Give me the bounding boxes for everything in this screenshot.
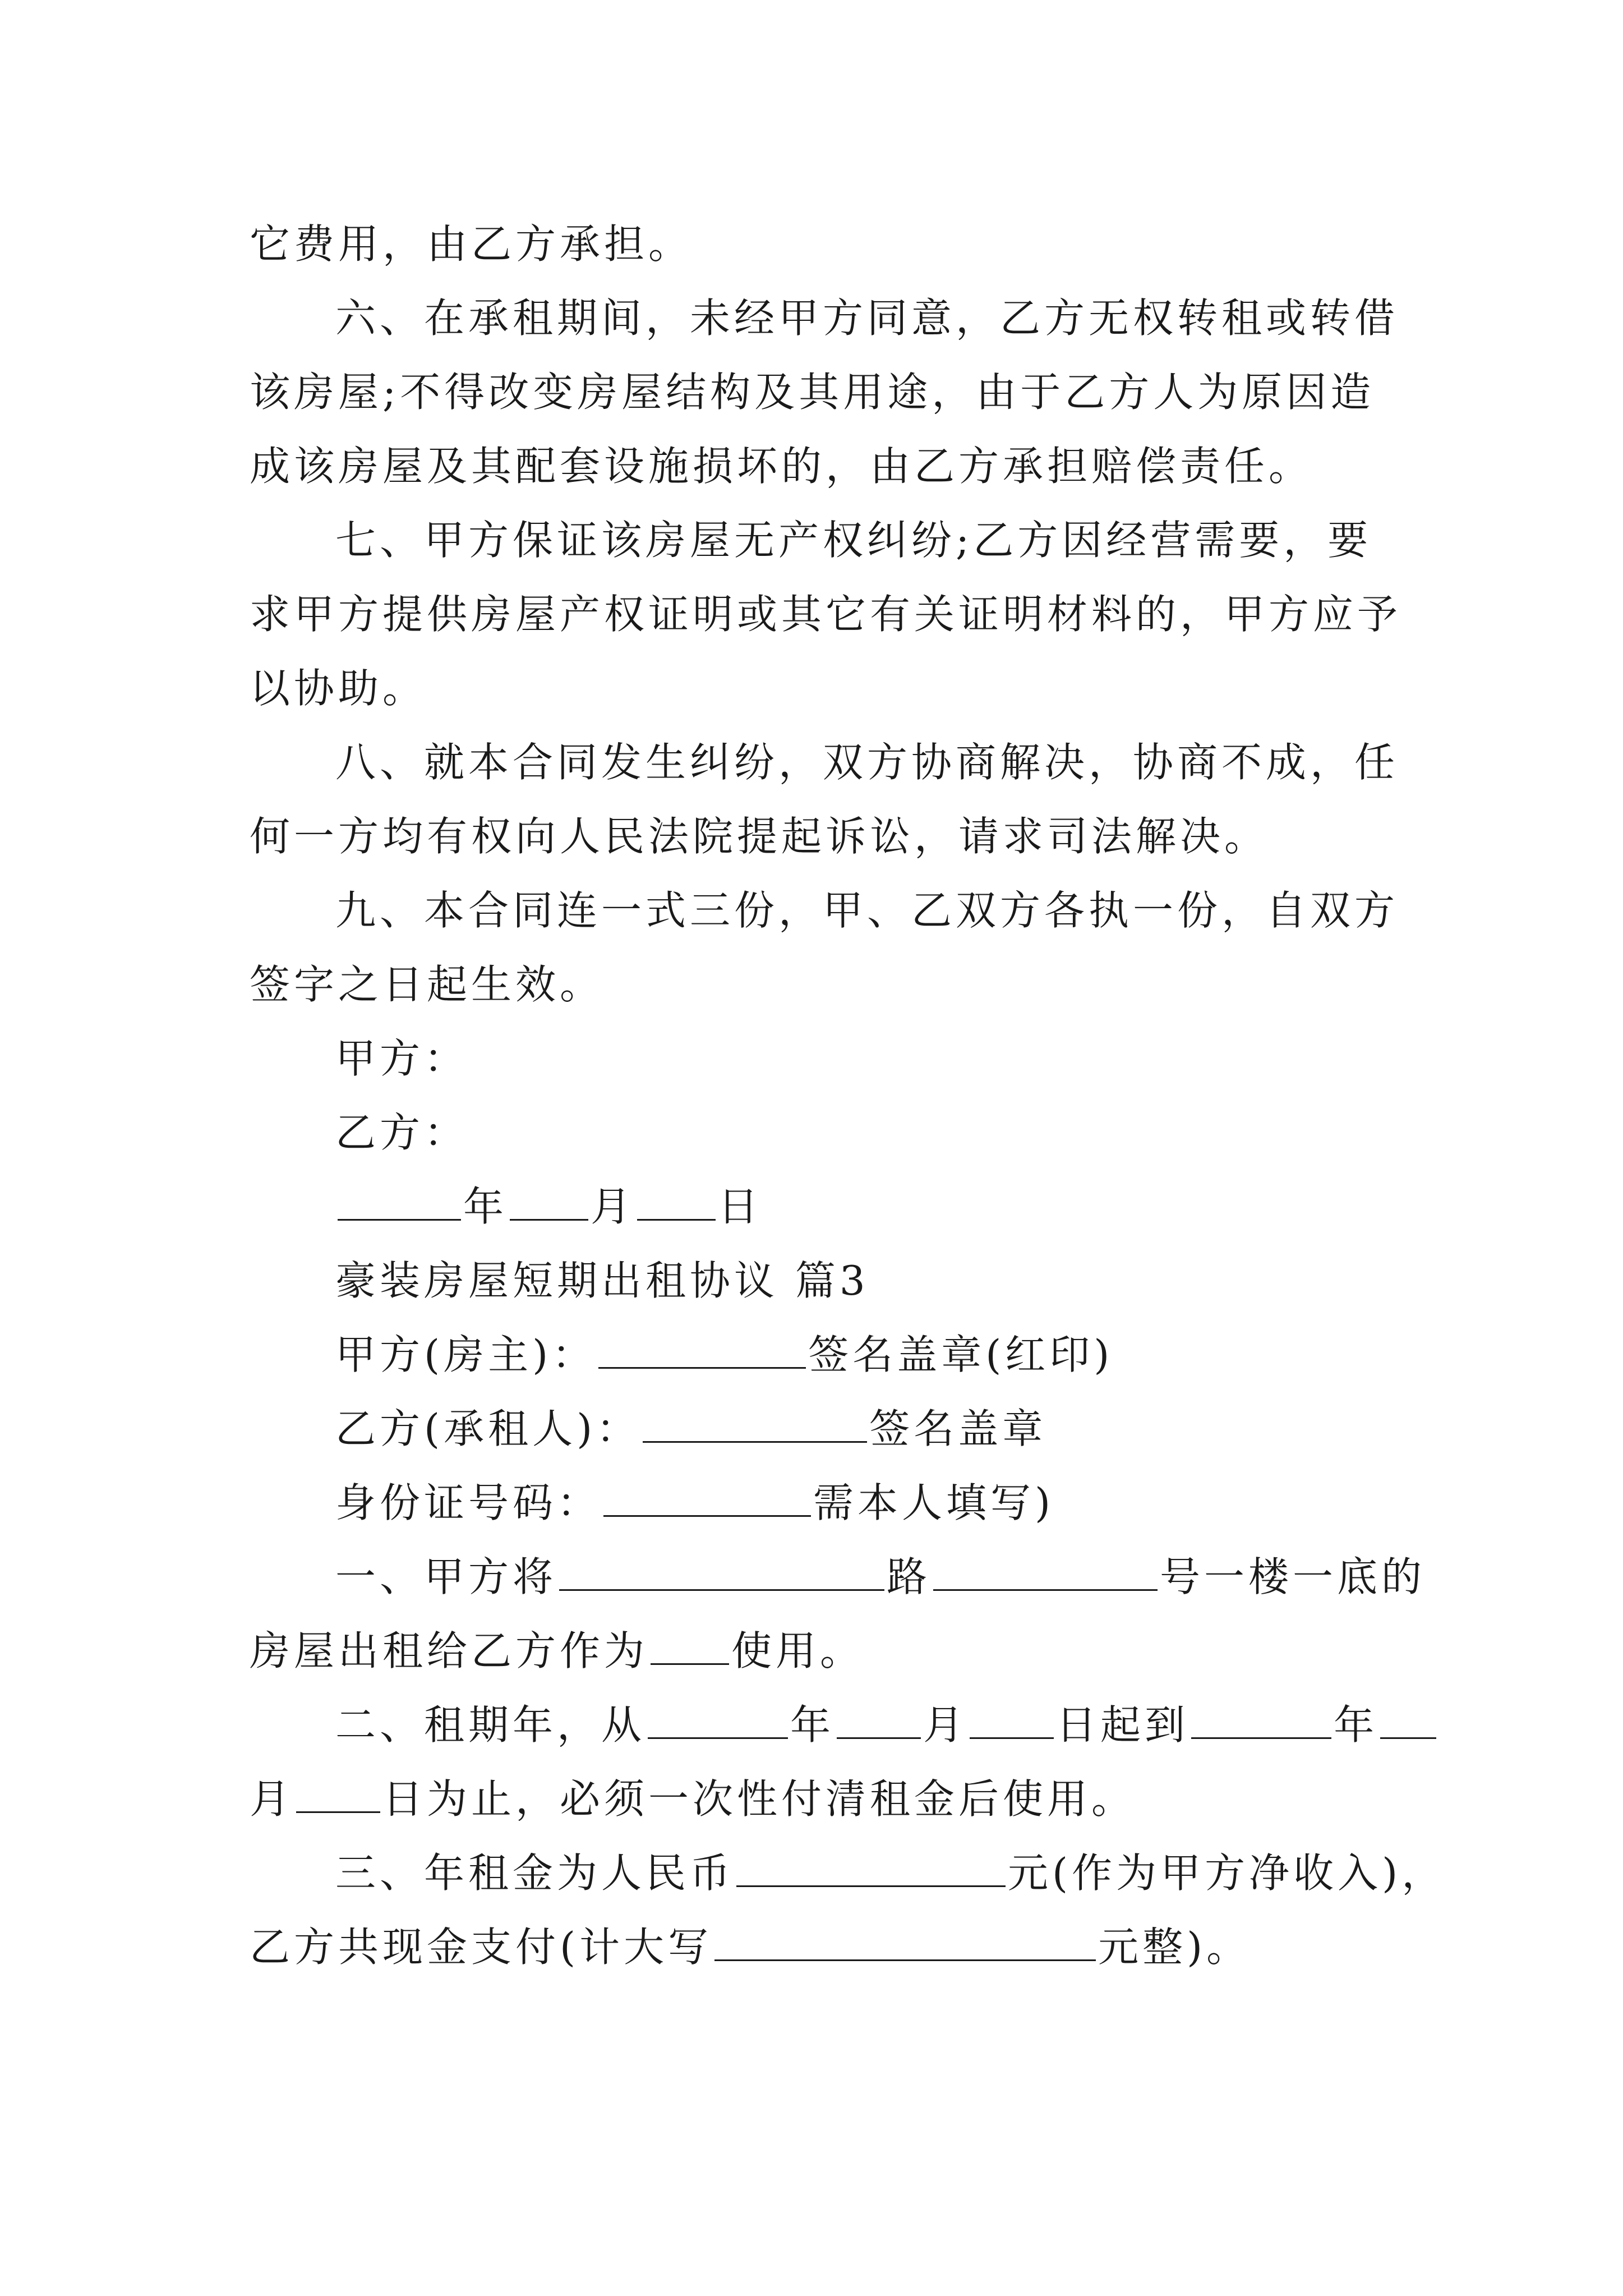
clause-7-line-2: 求甲方提供房屋产权证明或其它有关证明材料的，甲方应予	[250, 591, 1402, 638]
number-blank[interactable]	[933, 1554, 1158, 1591]
party-a-suffix: 签名盖章(红印)	[808, 1331, 1114, 1378]
start-day-blank[interactable]	[970, 1703, 1054, 1739]
text-line: 它费用，由乙方承担。	[250, 220, 693, 268]
end-month-blank[interactable]	[1380, 1703, 1436, 1739]
party-b-blank[interactable]	[643, 1406, 867, 1443]
end-year-blank[interactable]	[1191, 1703, 1331, 1739]
id-number-line	[335, 1472, 1054, 1534]
party-b-suffix: 签名盖章	[869, 1405, 1047, 1452]
clause-2-line-1	[335, 1694, 1438, 1756]
address-blank[interactable]	[559, 1554, 884, 1591]
party-a-blank[interactable]	[598, 1332, 806, 1369]
clause-9-line-2: 签字之日起生效。	[250, 961, 605, 1008]
id-number-label: 身份证号码：	[335, 1479, 602, 1526]
party-a-signature: 甲方：	[335, 1035, 469, 1082]
party-b-line	[335, 1398, 1046, 1460]
clause-2-text-g: 日为止，必须一次性付清租金后使用。	[382, 1775, 1136, 1823]
clause-2-text-a: 二、租期年，从	[335, 1701, 646, 1749]
usage-blank[interactable]	[651, 1628, 729, 1665]
end-day-blank[interactable]	[296, 1777, 380, 1813]
clause-2-text-b: 年	[790, 1701, 835, 1749]
clause-2-text-e: 年	[1334, 1701, 1378, 1749]
clause-3-text-b: 元(作为甲方净收入)，	[1008, 1849, 1446, 1897]
date-line	[335, 1176, 762, 1237]
clause-1-text-b: 路	[887, 1553, 932, 1600]
clause-3-line-1	[335, 1842, 1446, 1904]
clause-1-line-2	[250, 1620, 864, 1682]
clause-2-text-f: 月	[250, 1775, 294, 1823]
clause-7-line-1: 七、甲方保证该房屋无产权纠纷;乙方因经营需要，要	[335, 517, 1372, 564]
party-b-label: 乙方(承租人)：	[335, 1405, 641, 1452]
clause-9-line-1: 九、本合同连一式三份，甲、乙双方各执一份，自双方	[335, 887, 1399, 934]
start-year-blank[interactable]	[648, 1703, 788, 1739]
clause-3-text-a: 三、年租金为人民币	[335, 1849, 735, 1897]
month-blank[interactable]	[510, 1184, 588, 1221]
clause-3-text-c: 乙方共现金支付(计大写	[250, 1924, 713, 1971]
clause-7-line-3: 以协助。	[250, 665, 427, 712]
party-b-signature: 乙方：	[335, 1109, 469, 1156]
clause-1-text-e: 使用。	[731, 1627, 865, 1674]
clause-2-text-d: 日起到	[1056, 1701, 1189, 1749]
id-number-suffix: 需本人填写)	[813, 1479, 1055, 1526]
start-month-blank[interactable]	[837, 1703, 921, 1739]
amount-in-words-blank[interactable]	[714, 1925, 1096, 1961]
rent-amount-blank[interactable]	[736, 1851, 1006, 1887]
month-label: 月	[591, 1183, 635, 1230]
party-a-line	[335, 1324, 1113, 1386]
clause-3-line-2	[250, 1916, 1251, 1978]
clause-8-line-2: 何一方均有权向人民法院提起诉讼，请求司法解决。	[250, 813, 1269, 860]
day-blank[interactable]	[637, 1184, 716, 1221]
clause-8-line-1: 八、就本合同发生纠纷，双方协商解决，协商不成，任	[335, 739, 1399, 786]
clause-2-line-2	[250, 1768, 1136, 1830]
clause-2-text-c: 月	[923, 1701, 968, 1749]
clause-6-line-1: 六、在承租期间，未经甲方同意，乙方无权转租或转借	[335, 295, 1399, 342]
clause-1-line-1	[335, 1546, 1426, 1608]
year-label: 年	[463, 1183, 508, 1230]
clause-6-line-3: 成该房屋及其配套设施损坏的，由乙方承担赔偿责任。	[250, 443, 1313, 490]
clause-1-text-c: 号一楼一底的	[1160, 1553, 1426, 1600]
id-number-blank[interactable]	[603, 1480, 811, 1517]
clause-3-text-d: 元整)。	[1098, 1924, 1251, 1971]
clause-1-text-d: 房屋出租给乙方作为	[250, 1627, 649, 1674]
section-heading: 豪装房屋短期出租协议 篇3	[335, 1257, 869, 1304]
clause-1-text-a: 一、甲方将	[335, 1553, 557, 1600]
party-a-label: 甲方(房主)：	[335, 1331, 597, 1378]
day-label: 日	[718, 1183, 763, 1230]
clause-6-line-2: 该房屋;不得改变房屋结构及其用途，由于乙方人为原因造	[250, 369, 1375, 416]
year-blank[interactable]	[338, 1184, 461, 1221]
